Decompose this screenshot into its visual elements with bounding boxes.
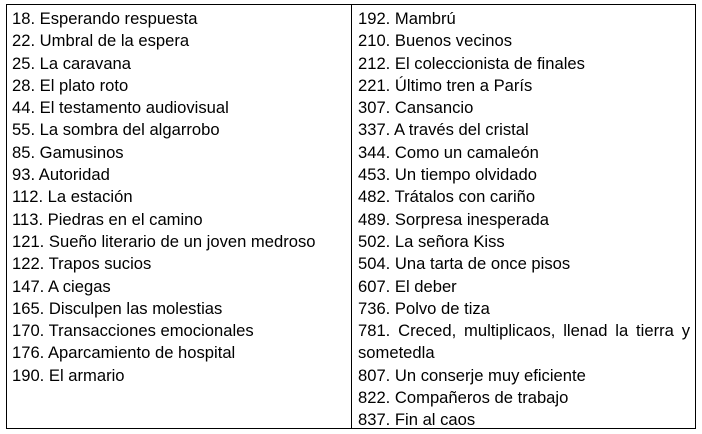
list-item: 221. Último tren a París [358, 75, 533, 95]
list-item: 112. La estación [12, 187, 133, 207]
list-item: 28. El plato roto [12, 75, 129, 95]
list-item: 489. Sorpresa inesperada [358, 209, 549, 229]
list-item: 781. Creced, multiplicaos, llenad la tierra y sometedla [358, 321, 690, 363]
list-item: 22. Umbral de la espera [12, 31, 190, 51]
list-item: 44. El testamento audiovisual [12, 98, 229, 118]
list-item: 170. Transacciones emocionales [12, 321, 254, 341]
list-item: 93. Autoridad [12, 165, 110, 185]
list-item: 192. Mambrú [358, 9, 456, 28]
list-item: 176. Aparcamiento de hospital [12, 343, 236, 363]
list-item: 147. A ciegas [12, 276, 111, 296]
list-item: 482. Trátalos con cariño [358, 187, 536, 207]
titles-table [6, 4, 696, 429]
list-item: 212. El coleccionista de finales [358, 53, 585, 73]
list-item: 504. Una tarta de once pisos [358, 254, 571, 274]
list-item: 807. Un conserje muy eficiente [358, 365, 586, 385]
list-item: 18. Esperando respuesta [12, 9, 198, 28]
list-item: 190. El armario [12, 365, 125, 385]
list-item: 85. Gamusinos [12, 142, 124, 162]
list-item: 822. Compañeros de trabajo [358, 388, 569, 408]
list-item: 502. La señora Kiss [358, 231, 505, 251]
list-item: 122. Trapos sucios [12, 254, 152, 274]
list-item: 344. Como un camaleón [358, 142, 539, 162]
list-item: 165. Disculpen las molestias [12, 298, 223, 318]
list-item: 453. Un tiempo olvidado [358, 165, 537, 185]
list-item: 210. Buenos vecinos [358, 31, 513, 51]
list-item: 736. Polvo de tiza [358, 298, 490, 318]
list-item: 55. La sombra del algarrobo [12, 120, 220, 140]
right-column [352, 5, 695, 428]
list-item: 337. A través del cristal [358, 120, 529, 140]
list-item: 607. El deber [358, 276, 457, 296]
list-item: 307. Cansancio [358, 98, 474, 118]
left-column [7, 5, 352, 428]
list-item: 121. Sueño literario de un joven medroso [12, 231, 316, 251]
list-item: 837. Fin al caos [358, 410, 476, 430]
list-item: 25. La caravana [12, 53, 132, 73]
list-item: 113. Piedras en el camino [12, 209, 203, 229]
